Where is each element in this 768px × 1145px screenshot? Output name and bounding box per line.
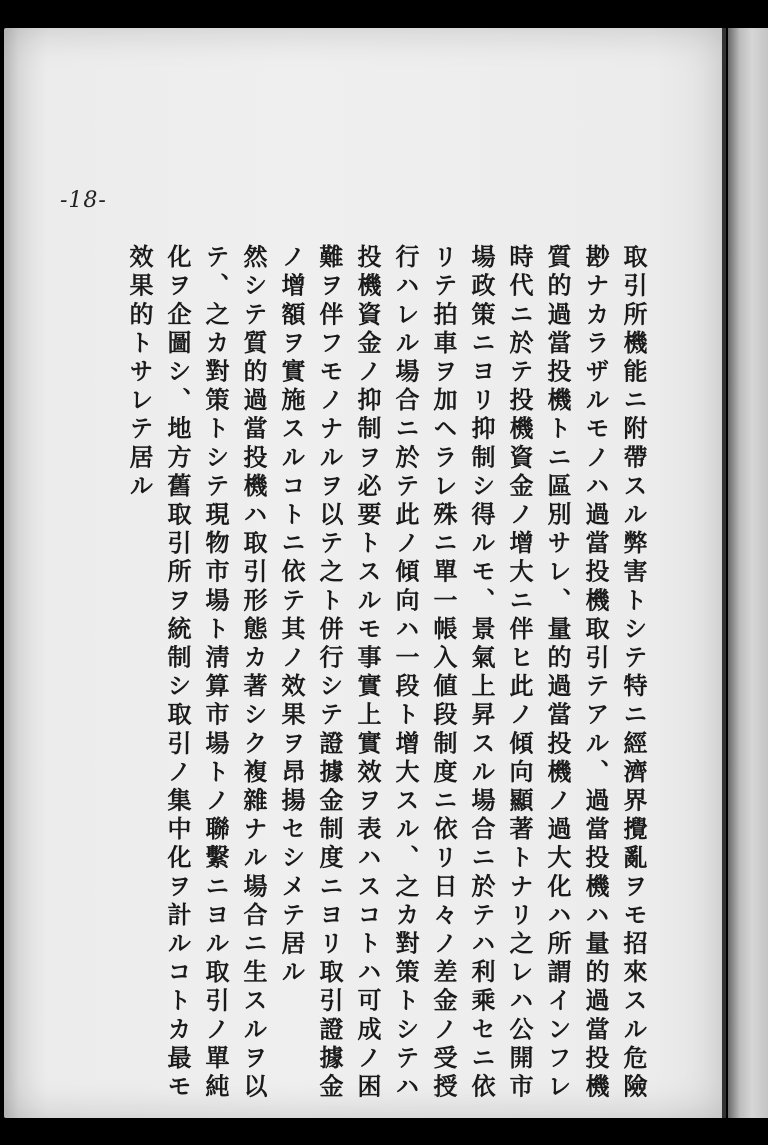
text-column: 場政策ニヨリ抑制シ得ルモ、景氣上昇スル場合ニ於テハ利乘セニ依 (467, 244, 496, 1102)
next-page-edge (728, 28, 768, 1118)
text-column: 取引所機能ニ附帶スル弊害トシテ特ニ經濟界攪亂ヲモ招來スル危險 (619, 244, 648, 1102)
vertical-text-block (120, 244, 650, 1104)
page-gutter (722, 28, 726, 1118)
page-number: -18- (60, 188, 107, 213)
text-column: 質的過當投機トニ區別サレ、量的過當投機ノ過大化ハ所謂インフレ (543, 244, 572, 1102)
text-column: テ、之カ對策トシテ現物市場ト淸算市場トノ聯繫ニヨル取引ノ單純 (201, 244, 230, 1102)
text-column: 難ヲ伴フモノナルヲ以テ之ト併行シテ證據金制度ニヨリ取引證據金 (315, 244, 344, 1102)
text-column: 行ハレル場合ニ於テ此ノ傾向ハ一段ト增大スル、之カ對策トシテハ (391, 244, 420, 1102)
text-column: 然シテ質的過當投機ハ取引形態カ著シク複雜ナル場合ニ生スルヲ以 (239, 244, 268, 1102)
text-column: 效果的トサレテ居ル (125, 244, 154, 502)
text-column: ノ增額ヲ實施スルコトニ依テ其ノ效果ヲ昂揚セシメテ居ル (277, 244, 306, 988)
text-column: 時代ニ於テ投機資金ノ增大ニ伴ヒ此ノ傾向顯著トナリ之レハ公開市 (505, 244, 534, 1102)
text-column: リテ拍車ヲ加ヘラレ殊ニ單一帳入値段制度ニ依リ日々ノ差金ノ受授 (429, 244, 458, 1102)
text-column: 化ヲ企圖シ、地方舊取引所ヲ統制シ取引ノ集中化ヲ計ルコトカ最モ (163, 244, 192, 1102)
text-column: 尠ナカラザルモノハ過當投機取引テアル、過當投機ハ量的過當投機 (581, 244, 610, 1102)
text-column: 投機資金ノ抑制ヲ必要トスルモ事實上實效ヲ表ハスコトハ可成ノ困 (353, 244, 382, 1102)
